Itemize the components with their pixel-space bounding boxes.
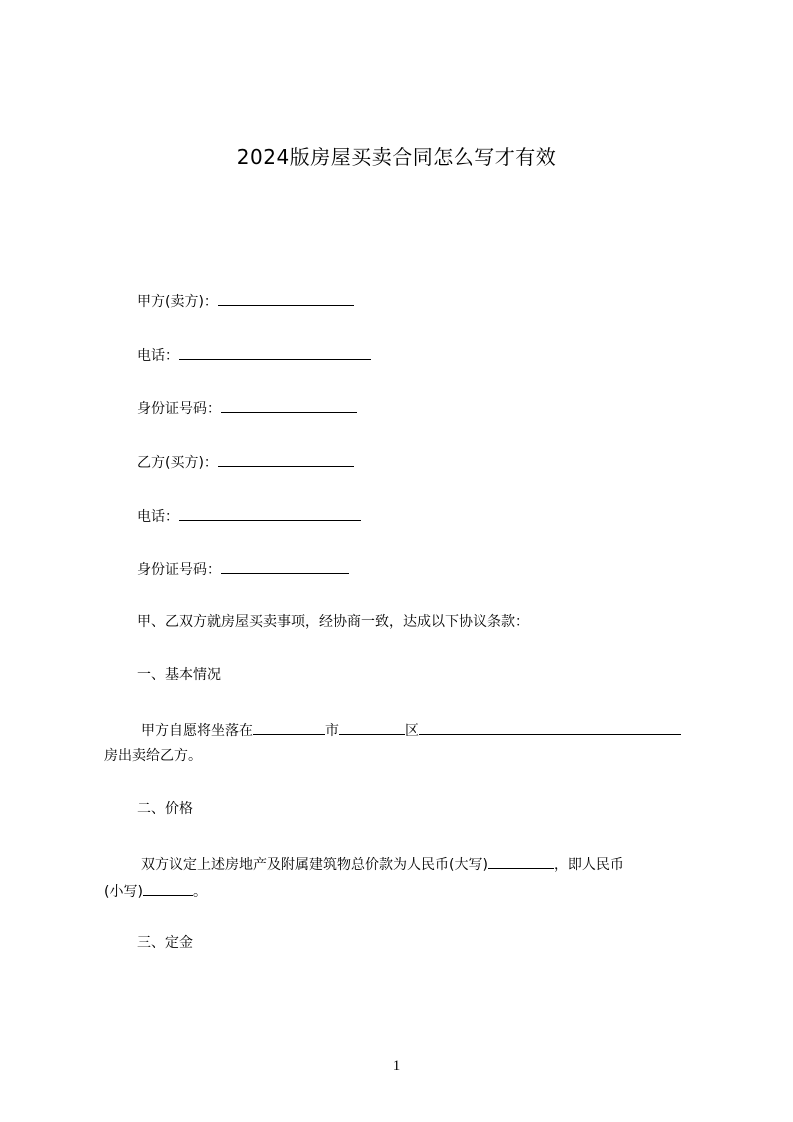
party-a-line [137,290,354,312]
document-title: 2024版房屋买卖合同怎么写才有效 [236,145,557,169]
party-b-blank[interactable] [218,451,354,467]
party-b-id-line [137,558,349,580]
section2-heading: 二、价格 [137,801,193,817]
party-b-phone-line [137,505,361,527]
party-a-id-blank[interactable] [221,397,357,413]
party-a-blank[interactable] [218,290,354,306]
section1-line2: 房出卖给乙方。 [104,748,202,764]
party-a-id-label: 身份证号码： [137,401,221,417]
party-a-phone-label: 电话： [137,348,179,364]
section1-city: 市 [325,723,339,739]
page-number: 1 [392,1058,401,1074]
section2-text-a: 双方议定上述房地产及附属建筑物总价款为人民币(大写) [141,857,488,873]
city-blank[interactable] [253,719,325,735]
party-a-id-line [137,397,357,419]
party-a-phone-blank[interactable] [179,344,371,360]
section1-district: 区 [405,723,419,739]
party-b-phone-label: 电话： [137,509,179,525]
party-a-label: 甲方(卖方)： [137,294,218,310]
section1-heading: 一、基本情况 [137,667,221,683]
intro-paragraph: 甲、乙双方就房屋买卖事项，经协商一致，达成以下协议条款： [137,614,529,630]
section2-line1 [141,853,624,875]
district-blank[interactable] [339,719,405,735]
party-a-phone-line [137,344,371,366]
address-blank[interactable] [419,719,681,735]
price-uppercase-blank[interactable] [488,853,554,869]
party-b-line [137,451,354,473]
section2-text-b: ，即人民币 [553,857,624,873]
section1-text-a: 甲方自愿将坐落在 [141,723,253,739]
section3-heading: 三、定金 [137,935,193,951]
party-b-label: 乙方(买方)： [137,455,218,471]
section2-text-c: (小写) [104,884,143,900]
party-b-phone-blank[interactable] [179,505,361,521]
section1-line1 [141,719,681,741]
party-b-id-blank[interactable] [221,558,349,574]
party-b-id-label: 身份证号码： [137,562,221,578]
section2-text-d: 。 [192,884,207,900]
section2-line2 [104,880,207,902]
price-lowercase-blank[interactable] [143,880,193,896]
